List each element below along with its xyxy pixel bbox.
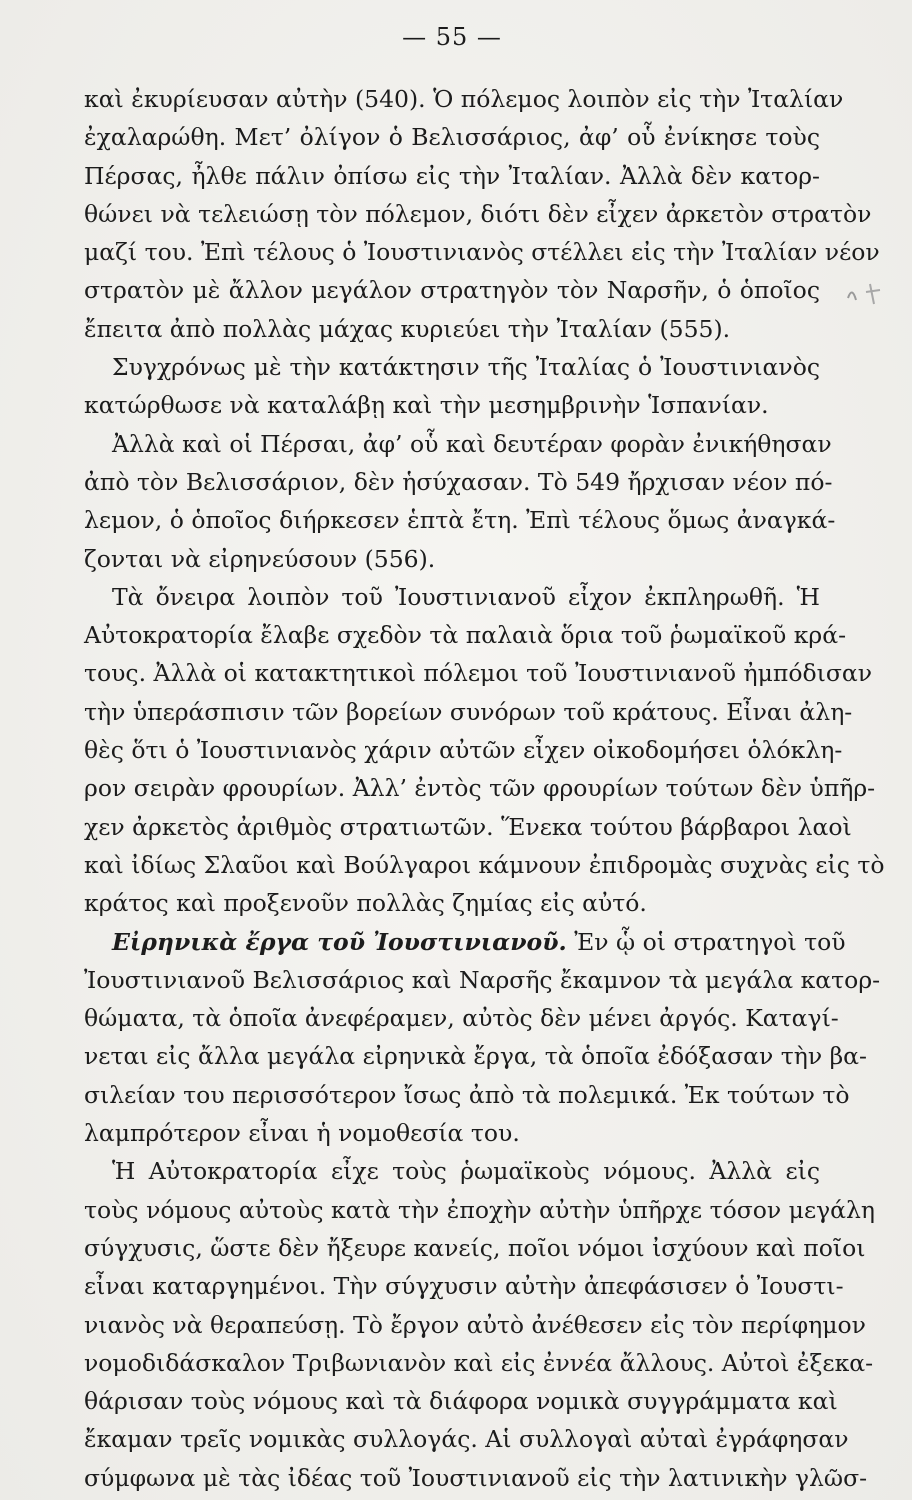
text-line (84, 195, 872, 233)
margin-smudge-mark (842, 278, 888, 308)
text-line (84, 846, 885, 884)
line-text: θώνει νὰ τελειώσῃ τὸν πόλεμον, διότι δὲν εἶχεν ἀρκετὸν στρατὸν (84, 199, 872, 228)
line-text: σύγχυσις, ὥστε δὲν ἤξευρε κανείς, ποῖοι νόμοι ἰσχύουν καὶ ποῖοι (84, 1233, 866, 1262)
text-line (84, 616, 847, 654)
line-text: νιανὸς νὰ θεραπεύσῃ. Τὸ ἔργον αὐτὸ ἀνέθεσεν εἰς τὸν περίφημον (84, 1310, 866, 1339)
text-line (84, 386, 820, 424)
text-line (84, 233, 880, 271)
text-line (84, 1306, 866, 1344)
page-number: — 55 — (402, 23, 502, 51)
line-text: Ἡ Αὐτοκρατορία εἶχε τοὺς ῥωμαϊκοὺς νόμους. Ἀλλὰ εἰς (112, 1157, 820, 1186)
text-line (84, 157, 820, 195)
text-line (84, 731, 843, 769)
text-line (84, 808, 852, 846)
line-text: ἔκαμαν τρεῖς νομικὰς συλλογάς. Αἱ συλλογαὶ αὐταὶ ἐγράφησαν (84, 1425, 849, 1454)
line-text: χεν ἀρκετὸς ἀριθμὸς στρατιωτῶν. Ἕνεκα τούτου βάρβαροι λαοὶ (84, 812, 852, 841)
line-text: νεται εἰς ἄλλα μεγάλα εἰρηνικὰ ἔργα, τὰ ὁποῖα ἐδόξασαν τὴν βα- (84, 1042, 867, 1071)
line-text: θάρισαν τοὺς νόμους καὶ τὰ διάφορα νομικὰ συγγράμματα καὶ (84, 1387, 838, 1416)
text-line (84, 1459, 868, 1497)
text-line (84, 769, 876, 807)
text-line (84, 1076, 850, 1114)
line-text: τοὺς νόμους αὐτοὺς κατὰ τὴν ἐποχὴν αὐτὴν ὑπῆρχε τόσον μεγάλη (84, 1195, 876, 1224)
text-line (84, 348, 820, 386)
line-text: στρατὸν μὲ ἄλλον μεγάλον στρατηγὸν τὸν Ναρσῆν, ὁ ὁποῖος (84, 276, 820, 305)
text-line (84, 1114, 820, 1152)
text-line (84, 1152, 820, 1190)
line-text: καὶ ἰδίως Σλαῦοι καὶ Βούλγαροι κάμνουν ἐπιδρομὰς συχνὰς εἰς τὸ (84, 850, 885, 879)
line-text: Ἰουστινιανοῦ Βελισσάριος καὶ Ναρσῆς ἔκαμνον τὰ μεγάλα κατορ- (84, 965, 881, 994)
text-line (84, 961, 881, 999)
text-line (84, 1267, 844, 1305)
text-line (84, 1191, 876, 1229)
text-line (84, 540, 820, 578)
line-text: ρον σειρὰν φρουρίων. Ἀλλ’ ἐντὸς τῶν φρουρίων τούτων δὲν ὑπῆρ- (84, 774, 876, 803)
line-text: τους. Ἀλλὰ οἱ κατακτητικοὶ πόλεμοι τοῦ Ἰουστινιανοῦ ἠμπόδισαν (84, 659, 873, 688)
line-text: θώματα, τὰ ὁποῖα ἀνεφέραμεν, αὐτὸς δὲν μένει ἀργός. Καταγί- (84, 1004, 839, 1033)
text-line (84, 884, 820, 922)
line-text: Ἐν ᾧ οἱ στρατηγοὶ τοῦ (566, 927, 846, 956)
line-text: εἶναι καταργημένοι. Τὴν σύγχυσιν αὐτὴν ἀπεφάσισεν ὁ Ἰουστι- (84, 1272, 844, 1301)
line-text: λεμον, ὁ ὁποῖος διήρκεσεν ἑπτὰ ἔτη. Ἐπὶ τέλους ὅμως ἀναγκά- (84, 506, 836, 535)
text-line (84, 1344, 874, 1382)
line-text: κατώρθωσε νὰ καταλάβῃ καὶ τὴν μεσημβρινὴν Ἱσπανίαν. (84, 391, 769, 420)
line-text: ζονται νὰ εἰρηνεύσουν (556). (84, 544, 436, 573)
text-line (84, 1420, 849, 1458)
text-line (84, 118, 820, 156)
line-text: τὴν ὑπεράσπισιν τῶν βορείων συνόρων τοῦ κράτους. Εἶναι ἀλη- (84, 697, 853, 726)
line-text: Αὐτοκρατορία ἔλαβε σχεδὸν τὰ παλαιὰ ὅρια τοῦ ῥωμαϊκοῦ κρά- (84, 621, 847, 650)
line-text: καὶ ἐκυρίευσαν αὐτὴν (540). Ὁ πόλεμος λοιπὸν εἰς τὴν Ἰταλίαν (84, 85, 844, 113)
text-line (84, 271, 820, 309)
text-line (84, 1229, 866, 1267)
line-text: σύμφωνα μὲ τὰς ἰδέας τοῦ Ἰουστινιανοῦ εἰς τὴν λατινικὴν γλῶσ- (84, 1463, 868, 1492)
line-text: ἀπὸ τὸν Βελισσάριον, δὲν ἡσύχασαν. Τὸ 549 ἤρχισαν νέον πό- (84, 467, 833, 496)
line-text: ἔπειτα ἀπὸ πολλὰς μάχας κυριεύει τὴν Ἰταλίαν (555). (84, 314, 731, 343)
line-text: μαζί του. Ἐπὶ τέλους ὁ Ἰουστινιανὸς στέλλει εἰς τὴν Ἰταλίαν νέον (84, 238, 880, 267)
text-line (84, 1382, 838, 1420)
text-line (84, 693, 853, 731)
body-text (84, 80, 885, 1497)
text-line (84, 501, 836, 539)
line-text: θὲς ὅτι ὁ Ἰουστινιανὸς χάριν αὐτῶν εἶχεν οἰκοδομήσει ὁλόκλη- (84, 736, 843, 765)
line-text: κράτος καὶ προξενοῦν πολλὰς ζημίας εἰς αὐτό. (84, 889, 647, 918)
text-line (84, 923, 846, 961)
line-text: Πέρσας, ἦλθε πάλιν ὀπίσω εἰς τὴν Ἰταλίαν. Ἀλλὰ δὲν κατορ- (84, 161, 820, 190)
line-text: Συγχρόνως μὲ τὴν κατάκτησιν τῆς Ἰταλίας ὁ Ἰουστινιανὸς (112, 353, 820, 382)
section-heading: Εἰρηνικὰ ἔργα τοῦ Ἰουστινιανοῦ. (112, 927, 567, 956)
text-line (84, 1037, 867, 1075)
line-text: Τὰ ὄνειρα λοιπὸν τοῦ Ἰουστινιανοῦ εἶχον ἐκπληρωθῆ. Ἡ (112, 582, 820, 611)
text-line (84, 310, 820, 348)
text-line (84, 999, 839, 1037)
line-text: Ἀλλὰ καὶ οἱ Πέρσαι, ἀφ’ οὗ καὶ δευτέραν φορὰν ἐνικήθησαν (112, 429, 832, 458)
text-line (84, 578, 820, 616)
text-line (84, 463, 833, 501)
line-text: ἐχαλαρώθη. Μετ’ ὀλίγον ὁ Βελισσάριος, ἀφ’ οὗ ἐνίκησε τοὺς (84, 123, 820, 152)
text-line (84, 654, 873, 692)
text-line (84, 80, 844, 118)
line-text: λαμπρότερον εἶναι ἡ νομοθεσία του. (84, 1119, 520, 1148)
line-text: νομοδιδάσκαλον Τριβωνιανὸν καὶ εἰς ἐννέα ἄλλους. Αὐτοὶ ἐξεκα- (84, 1348, 874, 1377)
text-line (84, 425, 832, 463)
line-text: σιλείαν του περισσότερον ἴσως ἀπὸ τὰ πολεμικά. Ἐκ τούτων τὸ (84, 1080, 850, 1109)
